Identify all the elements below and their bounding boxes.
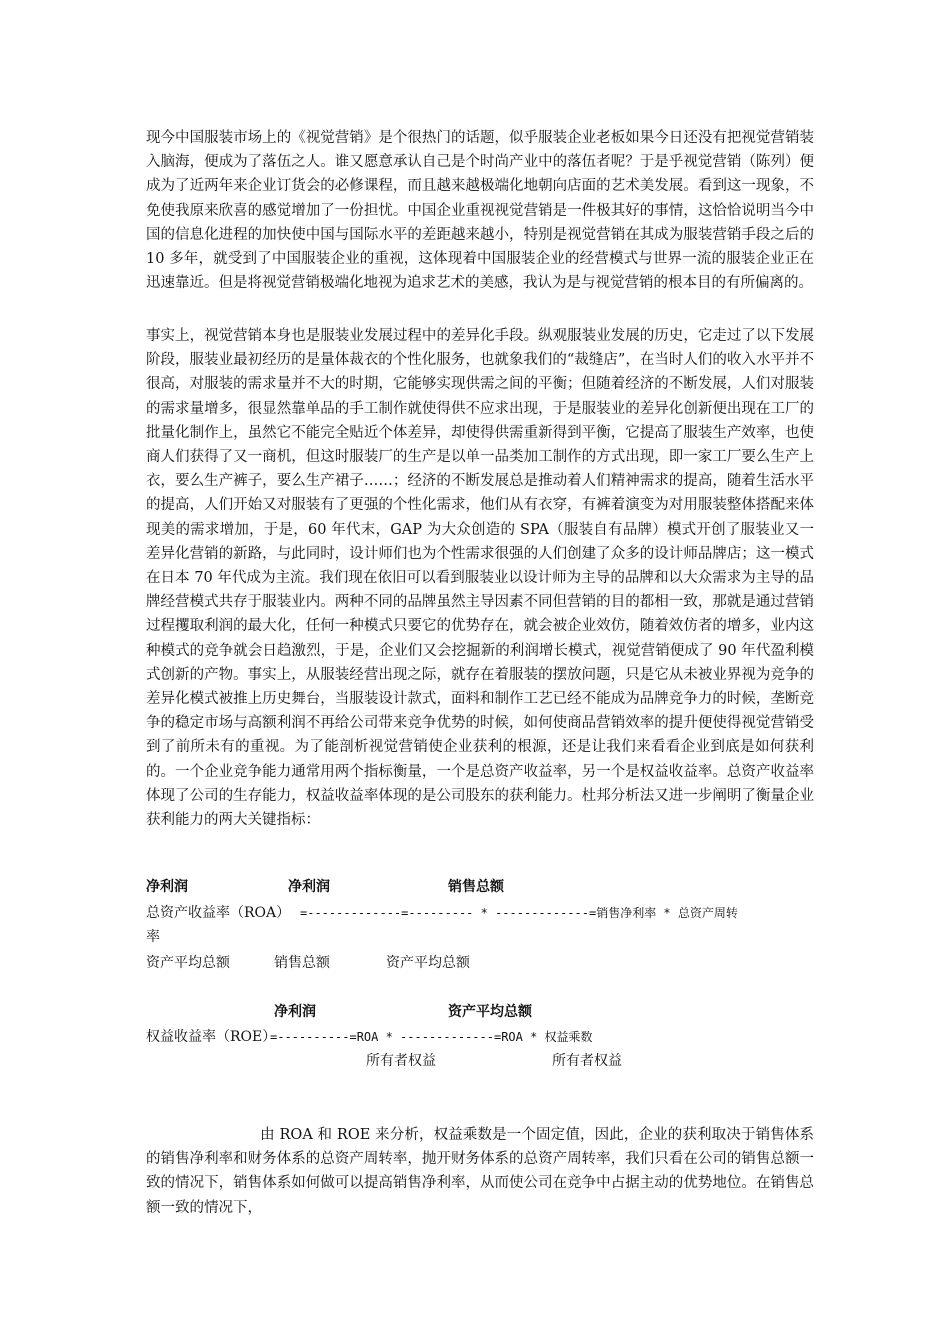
roa-label: 总资产收益率（ROA） bbox=[146, 905, 291, 921]
roa-denominator-2: 销售总额 bbox=[274, 955, 330, 971]
roe-numerator-2: 资产平均总额 bbox=[448, 1004, 532, 1020]
roa-denominator-1: 资产平均总额 bbox=[146, 955, 230, 971]
paragraph-history: 事实上，视觉营销本身也是服装业发展过程中的差异化手段。纵观服装业发展的历史，它走过了以下发展阶段，服装业最初经历的是量体裁衣的个性化服务，也就象我们的“裁缝店”，在当时人们的收入水平并不很高，对服装的需求量并不大的时期，它能够实现供需之间的平衡；但随着经济的不断发展，人们对服装的需求量增多，很显然靠单品的手工制作就使得供不应求出现，于是服装业的差异化创新便出现在工厂的批量化制作上，虽然它不能完全贴近个体差异，却使得供需重新得到平衡，它提高了服装生产效率，也使商人们获得了又一商机，但这时服装厂的生产是以单一品类加工制作的方式出现，即一家工厂要么生产上衣，要么生产裤子，要么生产裙子……；经济的不断发展总是推动着人们精神需求的提高，随着生活水平的提高，人们开始又对服装有了更强的个性化需求，他们从有衣穿，有裤着演变为对用服装整体搭配来体现美的需求增加，于是，60 年代末，GAP 为大众创造的 SPA（服装自有品牌）模式开创了服装业又一差异化营销的新路，与此同时，设计师们也为个性需求很强的人们创建了众多的设计师品牌店；这一模式在日本 70 年代成为主流。我们现在依旧可以看到服装业以设计师为主导的品牌和以大众需求为主导的品牌经营模式共存于服装业内。两种不同的品牌虽然主导因素不同但营销的目的都相一致，那就是通过营销过程攫取利润的最大化，任何一种模式只要它的优势存在，就会被企业效仿，随着效仿者的增多，业内这种模式的竞争就会日趋激烈，于是，企业们又会挖掘新的利润增长模式，视觉营销便成了 90 年代盈利模式创新的产物。事实上，从服装经营出现之际，就存在着服装的摆放问题，只是它从未被业界视为竞争的差异化模式被推上历史舞台，当服装设计款式，面料和制作工艺已经不能成为品牌竞争力的时候，垄断竞争的稳定市场与高额利润不再给公司带来竞争优势的时候，如何使商品营销效率的提升便使得视觉营销受到了前所未有的重视。为了能剖析视觉营销使企业获利的根源，还是让我们来看看企业到底是如何获利的。一个企业竞争能力通常用两个指标衡量，一个是总资产收益率，另一个是权益收益率。总资产收益率体现了公司的生存能力，权益收益率体现的是公司股东的获利能力。杜邦分析法又进一步阐明了衡量企业获利能力的两大关键指标： bbox=[146, 328, 814, 829]
roa-numerator-2: 净利润 bbox=[288, 879, 330, 895]
roe-label: 权益收益率（ROE） bbox=[146, 1029, 277, 1045]
paragraph-intro: 现今中国服装市场上的《视觉营销》是个很热门的话题，似乎服装企业老板如果今日还没有把视觉营销装入脑海，便成为了落伍之人。谁又愿意承认自己是个时尚产业中的落伍者呢？于是乎视觉营销（陈列）便成为了近两年来企业订货会的必修课程，而且越来越极端化地朝向店面的艺术美发展。看到这一现象，不免使我原来欣喜的感觉增加了一份担忧。中国企业重视视觉营销是一件极其好的事情，这恰恰说明当今中国的信息化进程的加快使中国与国际水平的差距越来越小，特别是视觉营销在其成为服装营销手段之后的 10 多年，就受到了中国服装企业的重视，这体现着中国服装企业的经营模式与世界一流的服装企业正在迅速靠近。但是将视觉营销极端化地视为追求艺术的美感，我认为是与视觉营销的根本目的有所偏离的。 bbox=[146, 130, 814, 292]
paragraph-analysis-text: 由 ROA 和 ROE 来分析，权益乘数是一个固定值，因此，企业的获利取决于销售体系的销售净利率和财务体系的总资产周转率，抛开财务体系的总资产周转率，我们只看在公司的销售总额一致的情况下，销售体系如何做可以提高销售净利率，从而使公司在竞争中占据主动的优势地位。在销售总额一致的情况下， bbox=[146, 1127, 814, 1216]
roe-denominator-1: 所有者权益 bbox=[366, 1053, 436, 1069]
roa-numerator-1: 净利润 bbox=[146, 879, 188, 895]
roa-wrap-text: 率 bbox=[146, 929, 160, 945]
roa-numerator-3: 销售总额 bbox=[448, 879, 504, 895]
roe-fraction-line: =----------=ROA * -------------=ROA * 权益乘数 bbox=[270, 1030, 593, 1044]
roe-denominator-2: 所有者权益 bbox=[552, 1053, 622, 1069]
paragraph-analysis bbox=[146, 1123, 814, 1220]
roe-numerator-1: 净利润 bbox=[274, 1004, 316, 1020]
roa-fraction-line: =-------------=--------- * -------------=销售净利率 * 总资产周转 bbox=[300, 906, 738, 920]
roa-denominator-3: 资产平均总额 bbox=[386, 955, 470, 971]
